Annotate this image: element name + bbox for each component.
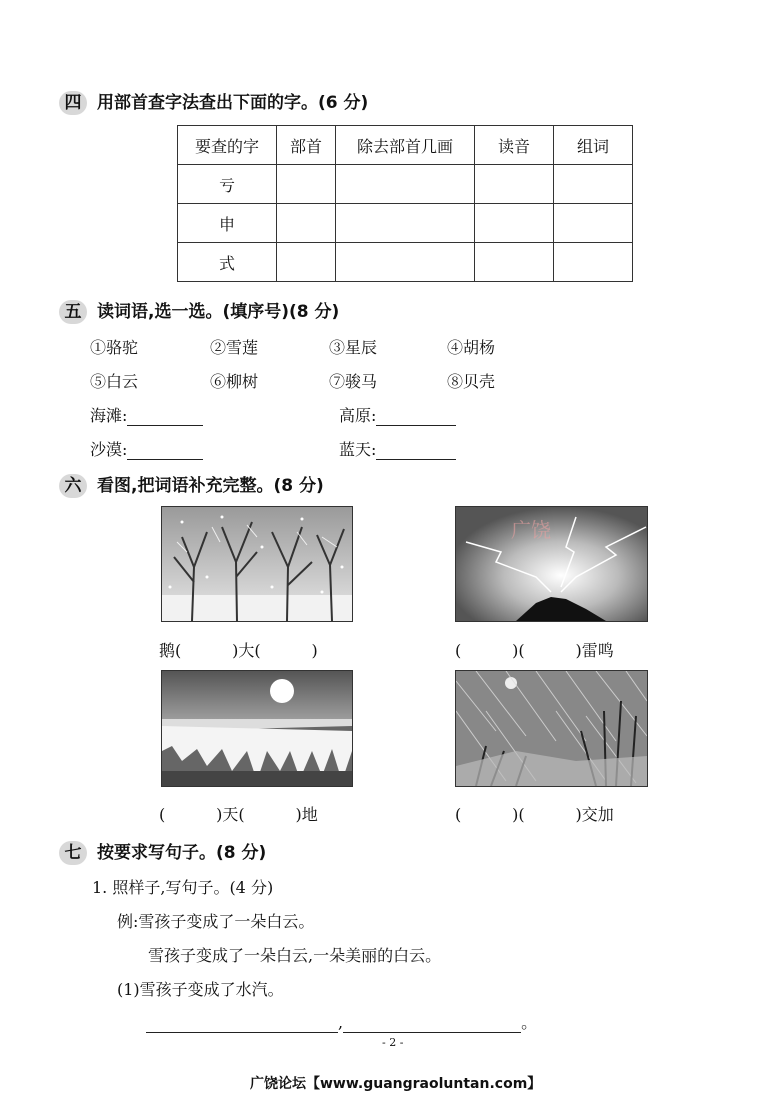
option-item: ⑧贝壳 bbox=[447, 372, 496, 391]
question-1-item-1: (1)雪孩子变成了水汽。 bbox=[117, 980, 284, 999]
fill-label: 高原: bbox=[339, 406, 377, 425]
answer-blank[interactable] bbox=[146, 1014, 338, 1033]
fill-row bbox=[339, 403, 456, 426]
answer-cell[interactable] bbox=[336, 204, 475, 243]
table-header-cell: 除去部首几画 bbox=[336, 126, 475, 165]
footer-site: 广饶论坛【www.guangraoluntan.com】 bbox=[250, 1076, 542, 1092]
caption-4: ( )( )交加 bbox=[455, 805, 614, 824]
answer-blank[interactable] bbox=[376, 407, 456, 426]
section-6-text: 看图,把词语补充完整。(8 分) bbox=[97, 476, 324, 496]
option-item: ②雪莲 bbox=[210, 338, 259, 357]
answer-cell[interactable] bbox=[475, 165, 554, 204]
table-cell-char: 式 bbox=[178, 243, 277, 282]
table-header-cell: 要查的字 bbox=[178, 126, 277, 165]
radical-lookup-table bbox=[177, 125, 633, 282]
table-row bbox=[178, 204, 633, 243]
lightning-picture bbox=[455, 506, 648, 622]
section-5-number: 五 bbox=[59, 300, 87, 324]
answer-blank[interactable] bbox=[343, 1014, 521, 1033]
section-6-title bbox=[59, 471, 324, 498]
example-sentence: 例:雪孩子变成了一朵白云。 bbox=[117, 912, 315, 931]
fill-row bbox=[339, 437, 456, 460]
answer-cell[interactable] bbox=[554, 204, 633, 243]
section-7-title bbox=[59, 838, 266, 865]
answer-line-row bbox=[146, 1010, 537, 1033]
section-5-title bbox=[59, 297, 339, 324]
section-5-text: 读词语,选一选。(填序号)(8 分) bbox=[97, 302, 340, 322]
answer-cell[interactable] bbox=[336, 243, 475, 282]
table-header-cell: 组词 bbox=[554, 126, 633, 165]
option-item: ⑥柳树 bbox=[210, 372, 259, 391]
question-1: 1. 照样子,写句子。(4 分) bbox=[92, 878, 274, 897]
option-item: ⑦骏马 bbox=[329, 372, 378, 391]
example-answer: 雪孩子变成了一朵白云,一朵美丽的白云。 bbox=[148, 946, 442, 965]
table-row bbox=[178, 243, 633, 282]
watermark-text: 广饶 bbox=[511, 518, 551, 542]
option-item: ④胡杨 bbox=[447, 338, 496, 357]
section-4-number: 四 bbox=[59, 91, 87, 115]
answer-cell[interactable] bbox=[277, 165, 336, 204]
option-item: ①骆驼 bbox=[90, 338, 139, 357]
section-7-number: 七 bbox=[59, 841, 87, 865]
table-header-row bbox=[178, 126, 633, 165]
answer-cell[interactable] bbox=[336, 165, 475, 204]
answer-blank[interactable] bbox=[127, 407, 203, 426]
section-6-number: 六 bbox=[59, 474, 87, 498]
snow-trees-picture bbox=[161, 506, 353, 622]
fill-label: 沙漠: bbox=[90, 440, 128, 459]
fill-row bbox=[90, 403, 203, 426]
caption-1: 鹅( )大( ) bbox=[159, 641, 318, 660]
answer-cell[interactable] bbox=[554, 165, 633, 204]
caption-3: ( )天( )地 bbox=[159, 805, 318, 824]
fill-row bbox=[90, 437, 203, 460]
comma-mark: , bbox=[338, 1013, 344, 1032]
option-item: ③星辰 bbox=[329, 338, 378, 357]
answer-cell[interactable] bbox=[554, 243, 633, 282]
table-header-cell: 读音 bbox=[475, 126, 554, 165]
section-4-text: 用部首查字法查出下面的字。(6 分) bbox=[97, 93, 369, 113]
table-cell-char: 亏 bbox=[178, 165, 277, 204]
table-cell-char: 申 bbox=[178, 204, 277, 243]
answer-cell[interactable] bbox=[475, 243, 554, 282]
table-row bbox=[178, 165, 633, 204]
section-4-title bbox=[59, 88, 368, 115]
fill-label: 海滩: bbox=[90, 406, 128, 425]
frozen-land-picture bbox=[161, 670, 353, 787]
section-7-text: 按要求写句子。(8 分) bbox=[97, 843, 267, 863]
answer-cell[interactable] bbox=[277, 243, 336, 282]
fill-label: 蓝天: bbox=[339, 440, 377, 459]
page-number: - 2 - bbox=[382, 1036, 404, 1049]
answer-cell[interactable] bbox=[277, 204, 336, 243]
caption-2: ( )( )雷鸣 bbox=[455, 641, 614, 660]
storm-picture bbox=[455, 670, 648, 787]
answer-blank[interactable] bbox=[127, 441, 203, 460]
period-mark: 。 bbox=[521, 1013, 538, 1032]
answer-cell[interactable] bbox=[475, 204, 554, 243]
answer-blank[interactable] bbox=[376, 441, 456, 460]
option-item: ⑤白云 bbox=[90, 372, 139, 391]
table-header-cell: 部首 bbox=[277, 126, 336, 165]
